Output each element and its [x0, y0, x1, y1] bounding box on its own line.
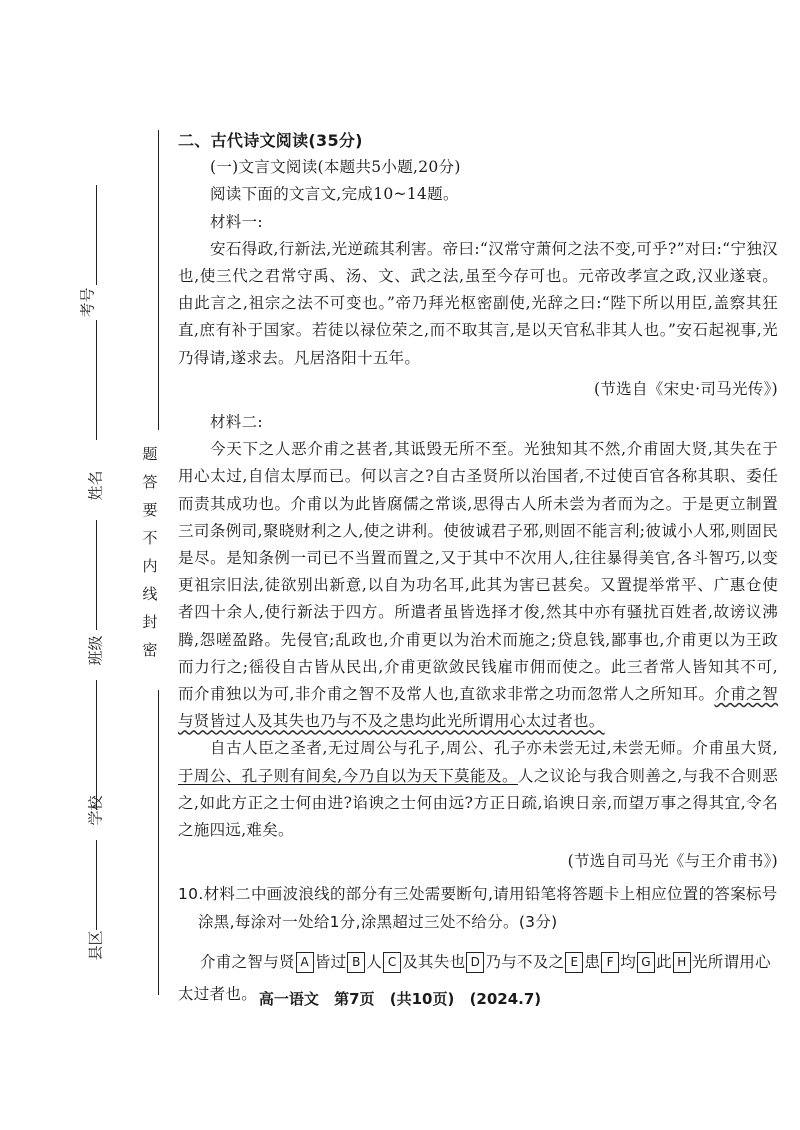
- school-label: 学校: [86, 795, 105, 826]
- sentence-part: 光所谓用心: [691, 952, 771, 971]
- material1-source: (节选自《宋史·司马光传》): [594, 379, 778, 398]
- seal-line-bottom: [158, 690, 159, 995]
- footer-total: (共10页): [389, 990, 455, 1008]
- footer-page: 第7页: [334, 990, 375, 1008]
- seal-text: [140, 440, 160, 664]
- answer-box-f[interactable]: F: [601, 952, 619, 973]
- material2-para2-a: 自古人臣之圣者,无过周公与孔子,周公、孔子亦未尝无过,未尝无师。介甫虽大贤,: [210, 739, 778, 758]
- sentence-part: 及其失也: [402, 952, 466, 971]
- sentence-part: 介甫之智与贤: [200, 952, 295, 971]
- question-stem-line2: 涂黑,每涂对一处给1分,涂黑超过三处不给分。(3分): [198, 912, 558, 931]
- material2-para1: [178, 436, 778, 735]
- seal-line-top: [158, 130, 159, 430]
- class-line: [96, 680, 97, 810]
- name-label: 姓名: [86, 470, 105, 501]
- answer-box-h[interactable]: H: [673, 952, 691, 973]
- seal-char: 题: [142, 445, 158, 463]
- question-stem-line1: [178, 881, 778, 908]
- sentence-end: 太过者也。: [178, 984, 258, 1003]
- seal-char: 封: [142, 613, 158, 631]
- sentence-part: 乃与不及之: [485, 952, 565, 971]
- sentence-part: 皆过: [314, 952, 347, 971]
- footer-subject: 高一语文: [258, 990, 319, 1008]
- material1-label: 材料一:: [210, 212, 263, 231]
- material1-text: 安石得政,行新法,光逆疏其利害。帝曰:“汉常守萧何之法不变,可乎?”对曰:“宁独汉也,使三代之君常守禹、汤、文、武之法,虽至今存可也。元帝改孝宣之政,汉业遂衰。由此言之,祖宗之法不可变也。”帝乃拜光枢密副使,光辞之曰:“陛下所以用臣,盖察其狂直,庶有补于国家。若徒以禄位荣之,而不取其言,是以天官私非其人也。”安石起视事,光乃得请,遂求去。凡居洛阳十五年。: [178, 239, 778, 367]
- section-title: 二、古代诗文阅读(35分): [178, 131, 363, 150]
- section-subtitle: (一)文言文阅读(本题共5小题,20分): [210, 158, 461, 177]
- class-label: 班级: [86, 635, 105, 666]
- question-stem-text: 材料二中画波浪线的部分有三处需要断句,请用铅笔将答题卡上相应位置的答案标号: [203, 885, 778, 904]
- school-line: [96, 840, 97, 930]
- exam-number-line: [96, 185, 97, 285]
- underlined-sentence: 于周公、孔子则有间矣,今乃自以为天下莫能及。: [178, 766, 518, 785]
- question-10: [178, 881, 778, 935]
- sentence-part: 均: [620, 952, 637, 971]
- name-line: [96, 520, 97, 630]
- material2-para1-text: 今天下之人恶介甫之甚者,其诋毁无所不至。光独知其不然,介甫固大贤,其失在于用心太过,自信太厚而已。何以言之?自古圣贤所以治国者,不过使百官各称其职、委任而责其成功也。介甫以为此皆腐儒之常谈,思得古人所未尝为者而为之。于是更立制置三司条例司,聚晓财利之人,使之讲利。使彼诚君子邪,则固不能言利;彼诚小人邪,则固民是尽。是知条例一司已不当置而置之,又于其中不次用人,往往暴得美官,各斗智巧,以变更祖宗旧法,徒欲别出新意,以自为功名耳,此其为害已甚矣。又置提举常平、广惠仓使者四十余人,使行新法于四方。所遣者虽皆选择才俊,然其中亦有骚扰百姓者,故谤议沸腾,怨嗟盈路。先侵官;乱政也,介甫更以为治术而施之;贷息钱,鄙事也,介甫更以为王政而力行之;徭役自古皆从民出,介甫更欲敛民钱雇市佣而使之。此三者常人皆知其不可,而介甫独以为可,非介甫之智不及常人也,直欲求非常之功而忽常人之所知耳。: [178, 440, 778, 704]
- county-label: 县区: [86, 930, 105, 961]
- material2-label: 材料二:: [210, 413, 263, 432]
- page-footer: [0, 988, 800, 1009]
- seal-char: 内: [142, 557, 158, 575]
- material2-para2-b: 人之议论与我合则善之,与我不合则恶之,如此方正之士何由进?谄谀之士何由远?方正日疏,谄谀日亲,而望万事之得其宜,令名之施四远,难矣。: [178, 766, 778, 840]
- sentence-part: 患: [584, 952, 601, 971]
- seal-char: 答: [142, 473, 158, 491]
- sentence-part: 此: [656, 952, 672, 971]
- seal-char: 要: [142, 501, 158, 519]
- section-instruction: 阅读下面的文言文,完成10~14题。: [210, 185, 459, 204]
- sentence-part: 人: [366, 952, 383, 971]
- footer-date: (2024.7): [469, 990, 542, 1008]
- exam-number-line-2: [96, 320, 97, 440]
- seal-char: 密: [142, 641, 158, 659]
- material2-para2: [178, 735, 778, 844]
- seal-char: 不: [142, 529, 158, 547]
- material2-source: (节选自司马光《与王介甫书》): [567, 852, 778, 871]
- answer-box-g[interactable]: G: [637, 952, 655, 973]
- answer-box-c[interactable]: C: [383, 952, 401, 973]
- exam-number-label: 考号: [78, 287, 97, 318]
- seal-char: 线: [142, 585, 158, 603]
- answer-box-a[interactable]: A: [296, 952, 314, 973]
- question-number: 10.: [178, 885, 204, 904]
- answer-box-e[interactable]: E: [565, 952, 583, 973]
- answer-box-d[interactable]: D: [466, 952, 484, 973]
- answer-box-b[interactable]: B: [347, 952, 365, 973]
- exam-content: [178, 127, 778, 1010]
- wavy-underlined-sentence: 介甫之智与贤皆过人及其失也乃与不及之患均此光所谓用心太过者也。: [178, 685, 778, 731]
